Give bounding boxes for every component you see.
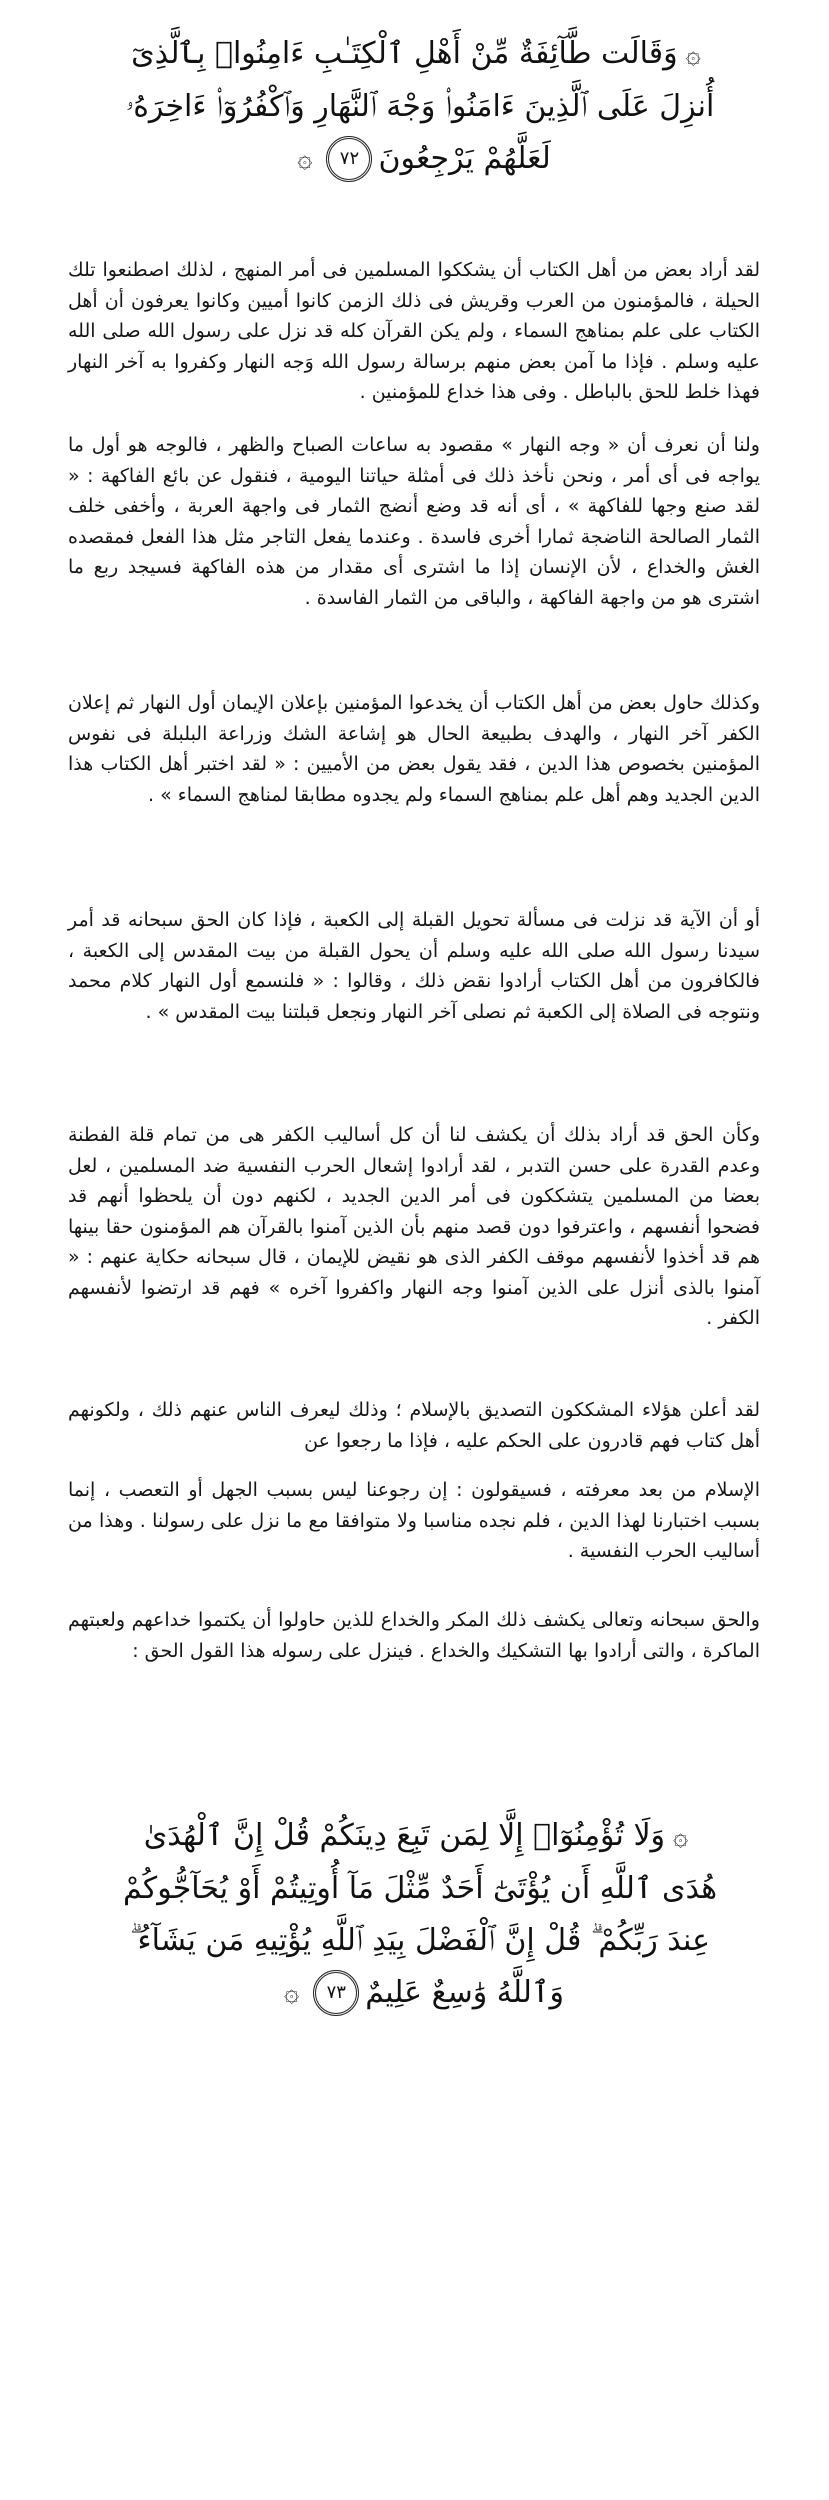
quran-verse-73 xyxy=(120,1810,720,2019)
commentary-paragraph: أو أن الآية قد نزلت فى مسألة تحويل القبلة إلى الكعبة ، فإذا كان الحق سبحانه قد أمر سيدنا رسول الله صلى الله عليه وسلم أن يحول القبلة من بيت المقدس إلى الكعبة ، فالكافرون من أهل الكتاب أرادوا نقض ذلك ، وقالوا : « فلنسمع أول النهار كلام محمد ونتوجه فى الصلاة إلى الكعبة ثم نصلى آخر النهار ونجعل قبلتنا بيت المقدس » . xyxy=(68,909,760,1023)
commentary-paragraph: لقد أراد بعض من أهل الكتاب أن يشككوا المسلمين فى أمر المنهج ، لذلك اصطنعوا تلك الحيلة ، فالمؤمنون من العرب وقريش فى ذلك الزمن كانوا أميين وكانوا يعرفون أن أهل الكتاب على علم بمناهج السماء ، ولم يكن القرآن كله قد نزل على رسول الله صلى الله عليه وسلم . فإذا ما آمن بعض منهم برسالة رسول الله وَجه النهار وكفروا به آخر النهار فهذا خلط للحق بالباطل . وفى هذا خداع للمؤمنين . xyxy=(68,259,760,403)
verse-end-ornament-icon: ۞ xyxy=(284,1978,300,2008)
ayah-number-badge: ٧٣ xyxy=(313,1970,359,2016)
commentary-paragraph: وكأن الحق قد أراد بذلك أن يكشف لنا أن كل أساليب الكفر هى من تمام قلة الفطنة وعدم القدرة على حسن التدبر ، لقد أرادوا إشعال الحرب النفسية ضد المسلمين ، لعل بعضا من المسلمين يتشككون فى أمر الدين الجديد ، لكنهم دون أن يلحظوا أنهم قد فضحوا أنفسهم ، واعترفوا دون قصد منهم بأن الذين آمنوا بالقرآن هم المؤمنون حقا بينها هم قد أخذوا لأنفسهم موقف الكفر الذى هو نقيض للإيمان ، قال سبحانه حكاية عنهم : « آمنوا بالذى أنزل على الذين آمنوا وجه النهار واكفروا آخره » فهم قد ارتضوا لأنفسهم الكفر . xyxy=(68,1124,760,1329)
verse-line xyxy=(120,1967,720,2020)
commentary-paragraph: ولنا أن نعرف أن « وجه النهار » مقصود به ساعات الصباح والظهر ، فالوجه هو أول ما يواجه فى أى أمر ، ونحن نأخذ ذلك فى أمثلة حياتنا اليومية ، فنقول عن بائع الفاكهة : « لقد صنع وجها للفاكهة » ، أى أنه قد وضع أنضج الثمار فى واجهة العربة ، وأخفى خلف الثمار الصالحة الناضجة ثمارا أخرى فاسدة . وعندما يفعل التاجر مثل هذا الفعل فمقصده الغش والخداع ، لأن الإنسان إذا ما اشترى أى مقدار من هذه الفاكهة فسيجد ربع ما اشترى هو من واجهة الفاكهة ، والباقى من الثمار الفاسدة . xyxy=(68,434,760,609)
verse-text: وَلَا تُؤْمِنُوٓا۟ إِلَّا لِمَن تَبِعَ دِينَكُمْ قُلْ إِنَّ ٱلْهُدَىٰ xyxy=(143,1818,666,1853)
verse-line xyxy=(120,1863,720,1915)
verse-start-ornament-icon: ۞ xyxy=(673,1821,689,1852)
verse-text: أُنزِلَ عَلَى ٱلَّذِينَ ءَامَنُوا۟ وَجْهَ ٱلنَّهَارِ وَٱكْفُرُوٓا۟ ءَاخِرَهُۥ xyxy=(125,88,715,124)
commentary-paragraph: الإسلام من بعد معرفته ، فسيقولون : إن رجوعنا ليس بسبب الجهل أو التعصب ، إنما بسبب اختبارنا لهذا الدين ، فلم نجده مناسبا ولا متوافقا مع ما نزل على رسولنا . وهذا من أساليب الحرب النفسية . xyxy=(68,1479,760,1562)
verse-line xyxy=(120,81,720,133)
ayah-number-badge: ٧٢ xyxy=(326,136,372,182)
verse-start-ornament-icon: ۞ xyxy=(685,39,701,70)
verse-text: عِندَ رَبِّكُمْ ۗ قُلْ إِنَّ ٱلْفَضْلَ بِيَدِ ٱللَّهِ يُؤْتِيهِ مَن يَشَآءُ ۗ xyxy=(129,1922,711,1958)
verse-line xyxy=(120,1810,720,1863)
verse-line xyxy=(120,133,720,186)
verse-text: وَقَالَت طَّآئِفَةٌ مِّنْ أَهْلِ ٱلْكِتَـٰبِ ءَامِنُوا۟ بِٱلَّذِىٓ xyxy=(131,36,678,71)
verse-line xyxy=(120,1915,720,1967)
verse-text: وَٱللَّهُ وَٰسِعٌ عَلِيمٌ xyxy=(365,1974,564,2010)
verse-text: هُدَى ٱللَّهِ أَن يُؤْتَىٰٓ أَحَدٌ مِّثْلَ مَآ أُوتِيتُمْ أَوْ يُحَآجُّوكُمْ xyxy=(122,1870,718,1906)
commentary-paragraph: والحق سبحانه وتعالى يكشف ذلك المكر والخداع للذين حاولوا أن يكتموا خداعهم ولعبتهم الماكرة ، والتى أرادوا بها التشكيك والخداع . فينزل على رسوله هذا القول الحق : xyxy=(68,1609,760,1662)
verse-text: لَعَلَّهُمْ يَرْجِعُونَ xyxy=(378,140,551,176)
verse-end-ornament-icon: ۞ xyxy=(297,144,313,174)
quran-verse-72 xyxy=(120,28,720,185)
verse-line xyxy=(120,28,720,81)
commentary-paragraph: لقد أعلن هؤلاء المشككون التصديق بالإسلام ؛ وذلك ليعرف الناس عنهم ذلك ، ولكونهم أهل كتاب فهم قادرون على الحكم عليه ، فإذا ما رجعوا عن xyxy=(68,1399,760,1452)
commentary-paragraph: وكذلك حاول بعض من أهل الكتاب أن يخدعوا المؤمنين بإعلان الإيمان أول النهار ثم إعلان الكفر آخر النهار ، والهدف بطبيعة الحال هو إشاعة الشك وزراعة البلبلة فى نفوس المؤمنين بخصوص هذا الدين ، فقد يقول بعض من الأميين : « لقد اختبر أهل الكتاب هذا الدين الجديد وهم أهل علم بمناهج السماء ولم يجدوه مطابقا لمناهج السماء » . xyxy=(68,692,760,806)
